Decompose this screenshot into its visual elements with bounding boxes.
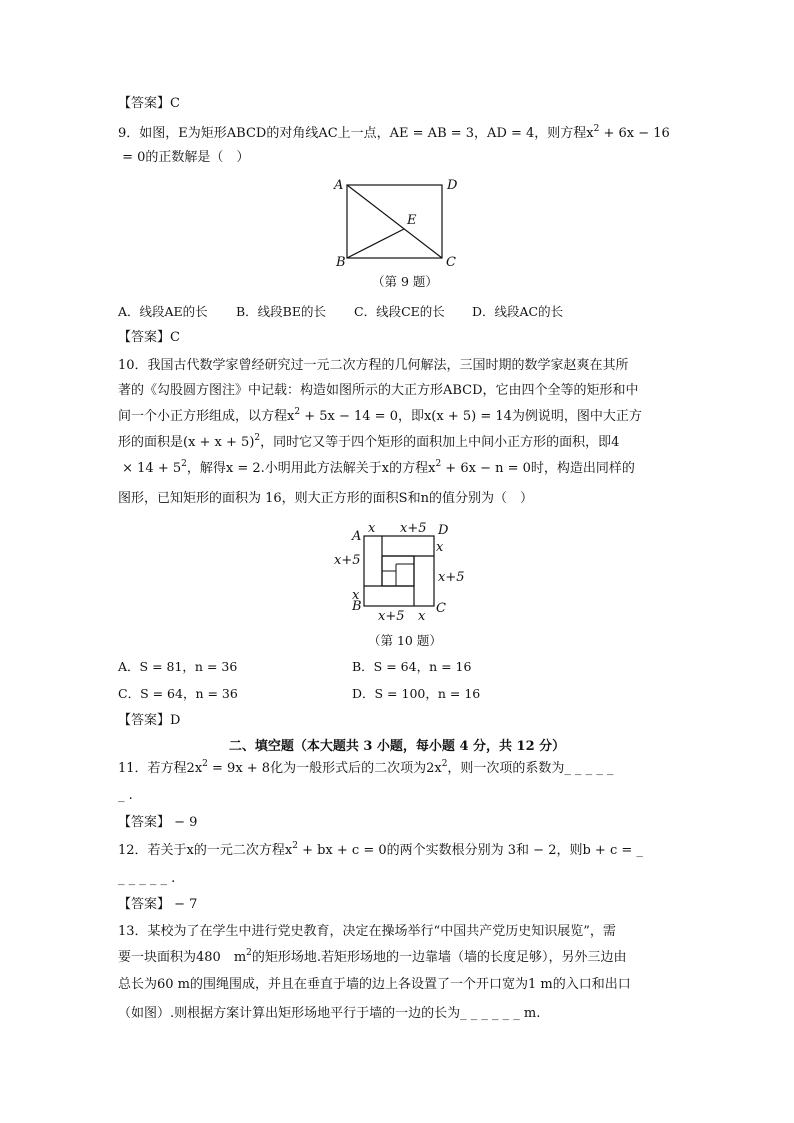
q11-text-line-2: _ . [118,788,133,803]
q10-label-x-bottom: x [418,609,426,624]
q10-answer: 【答案】D [118,713,181,728]
q9-diagonal-ac [347,185,442,258]
q9-label-c: C [446,255,456,270]
q13-text-line-3: 总长为60 m的围绳围成，并且在垂直于墙的边上各设置了一个开口宽为1 m的入口和出口 [118,977,631,992]
q10-caption: （第 10 题） [368,633,442,648]
q13-text-line-4: （如图）.则根据方案计算出矩形场地平行于墙的一边的长为_ _ _ _ _ _ m. [118,1006,541,1021]
q10-label-b: B [352,599,362,614]
q10-label-x-left: x [352,588,360,603]
q9-answer: 【答案】C [118,330,180,345]
q9-option-b: B．线段BE的长 [236,304,326,319]
q10-label-x-right: x [436,540,444,555]
q9-label-e: E [407,213,417,228]
q10-option-d: D．S = 100，n = 16 [352,686,481,701]
q9-caption: （第 9 题） [372,274,438,289]
q10-label-x5-bottom: x+5 [378,609,405,624]
q10-text-line-5: × $14 + 5^2$，解得x = 2.小明用此方法解关于x的方程$x^2 + 6x - n = 0$时，构造出同样的 [118,459,635,476]
q9-rectangle-figure [330,172,470,268]
section-title: 二、填空题（本大题共 3 小题，每小题 4 分，共 12 分） [228,739,566,754]
q13-text-line-1: 13．某校为了在学生中进行党史教育，决定在操场举行“中国共产党历史知识展览”，需 [118,924,616,939]
q10-square-figure [330,518,465,628]
q9-text-line-2: = 0的正数解是（ ） [118,150,250,165]
q10-label-a: A [352,529,362,544]
q12-text-line-2: _ _ _ _ _ . [118,871,176,886]
q9-label-d: D [447,178,458,193]
q10-text-line-3: 间一个小正方形组成，以方程$x^2 + 5x - 14 = 0$，即x(x + 5) = 14为例说明，图中大正方 [118,407,642,424]
q9-label-a: A [334,178,344,193]
q9-option-c: C．线段CE的长 [354,304,445,319]
q9-option-d: D．线段AC的长 [472,304,564,319]
q10-label-x5-left: x+5 [334,553,361,568]
q10-label-c: C [436,601,446,616]
q10-label-x-top: x [368,521,376,536]
q11-text-line-1: 11．若方程$2x^2 = 9x + 8$化为一般形式后的二次项为$2x^2$，则一次项的系数为_ _ _ _ _ [118,759,614,776]
q10-option-b: B．S = 64，n = 16 [352,659,472,674]
q10-label-x5-right: x+5 [438,570,465,585]
q8-answer: 【答案】C [118,96,180,111]
q10-outer-square [364,536,434,606]
q10-label-x5-top: x+5 [400,521,427,536]
q10-text-line-1: 10．我国古代数学家曾经研究过一元二次方程的几何解法，三国时期的数学家赵爽在其所 [118,358,629,373]
q10-text-line-2: 著的《勾股圆方图注》中记载：构造如图所示的大正方形ABCD，它由四个全等的矩形和中 [118,383,639,398]
q10-label-d: D [438,523,449,538]
q13-text-line-2: 要一块面积为480 $m^2$的矩形场地.若矩形场地的一边靠墙（墙的长度足够），另外三边由 [118,948,627,965]
q9-text-line-1: 9．如图，E为矩形ABCD的对角线AC上一点，AE = AB = 3，AD = 4，则方程$x^2 + 6x - 16$ [118,124,670,141]
q9-segment-be [347,229,404,258]
q12-answer: 【答案】 − 7 [118,897,198,912]
q9-label-b: B [336,255,346,270]
q9-option-a: A．线段AE的长 [118,304,208,319]
q10-text-line-6: 图形，已知矩形的面积为 16，则大正方形的面积S和n的值分别为（ ） [118,491,533,506]
q11-answer: 【答案】 − 9 [118,815,198,830]
q10-option-a: A．S = 81，n = 36 [118,659,238,674]
q12-text-line-1: 12．若关于x的一元二次方程$x^2$ + bx + c = 0的两个实数根分别为 3和 − 2，则b + c = _ [118,841,643,858]
q10-option-c: C．S = 64，n = 36 [118,686,238,701]
q10-text-line-4: 形的面积是$(x + x + 5)^2$，同时它又等于四个矩形的面积加上中间小正方形的面积，即4 [118,433,620,450]
